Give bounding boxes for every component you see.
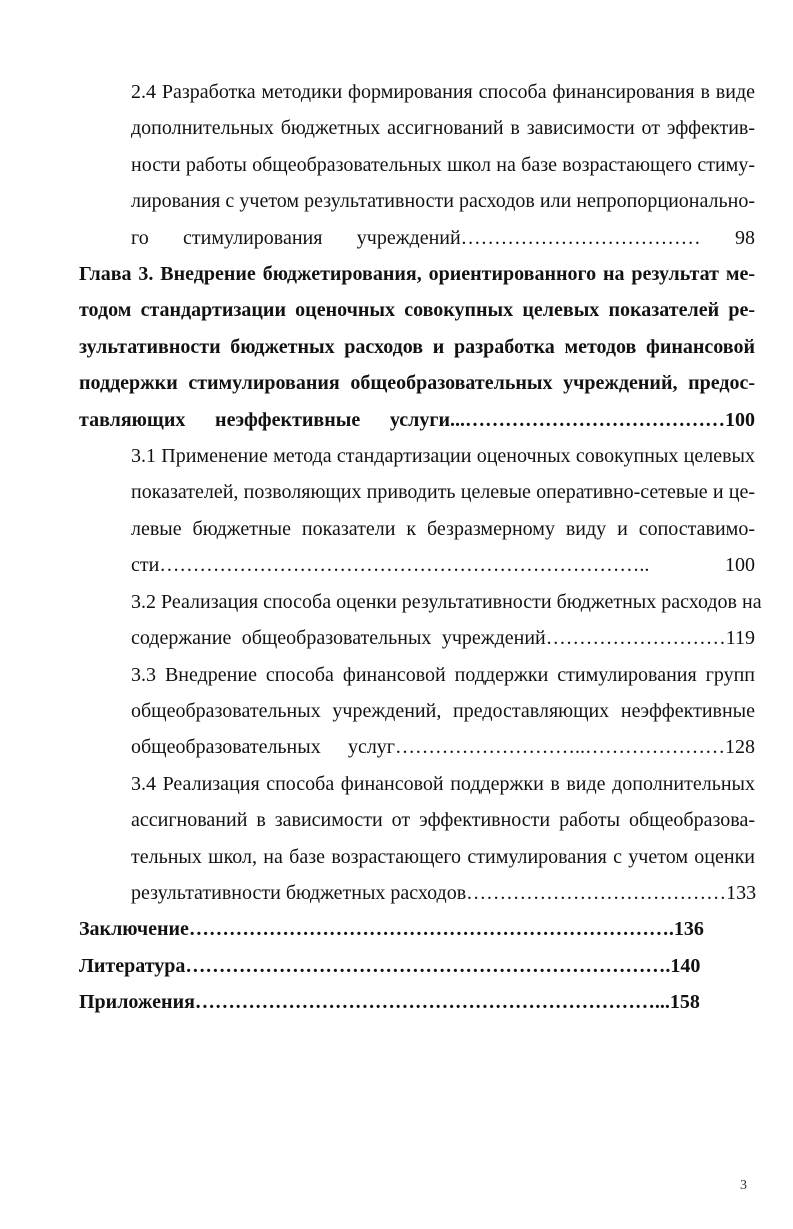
toc-entry-2-4[interactable] [131, 74, 755, 256]
toc-line: 3.1 Применение метода стандартизации оценочных совокупных целевых [131, 445, 755, 468]
toc-line: результативности бюджетных расходов…………………………………133 [131, 881, 757, 904]
toc-line: 2.4 Разработка методики формирования способа финансирования в виде [131, 81, 755, 103]
toc-line: зультативности бюджетных расходов и разработка методов финансовой [79, 335, 755, 358]
toc-entry-3-1[interactable] [131, 438, 755, 584]
toc-line: показателей, позволяющих приводить целевые оперативно-сетевые и це- [131, 481, 755, 504]
toc-line: лирования с учетом результативности расходов или непропорционально- [131, 190, 755, 213]
toc-entry-chapter-3[interactable] [79, 256, 755, 438]
toc-entry-literature[interactable] [79, 948, 755, 984]
toc-line: левые бюджетные показатели к безразмерному виду и сопоставимо- [131, 517, 755, 540]
toc-entry-conclusion[interactable] [79, 911, 755, 947]
toc-entry-3-2[interactable] [131, 584, 762, 657]
toc-line: 3.3 Внедрение способа финансовой поддержки стимулирования групп [131, 663, 755, 686]
toc-entry-appendices[interactable] [79, 984, 755, 1020]
toc-line: Заключение……………………………………………………………….136 [79, 918, 704, 941]
page-number: 3 [740, 1178, 747, 1193]
toc-entry-3-3[interactable] [131, 657, 755, 766]
toc-line: ности работы общеобразовательных школ на базе возрастающего стиму- [131, 153, 755, 176]
table-of-contents [79, 74, 762, 1021]
toc-line: го стимулирования учреждений……………………………… 98 [131, 226, 755, 249]
toc-line: общеобразовательных услуг………………………..…………………128 [131, 736, 755, 759]
toc-line: 3.4 Реализация способа финансовой поддержки в виде дополнительных [131, 772, 755, 795]
toc-line: тодом стандартизации оценочных совокупных целевых показателей ре- [79, 299, 755, 322]
toc-entry-3-4[interactable] [131, 766, 755, 912]
toc-line: Глава 3. Внедрение бюджетирования, ориентированного на результат ме- [79, 263, 755, 286]
toc-line: дополнительных бюджетных ассигнований в зависимости от эффектив- [131, 117, 755, 140]
toc-line: общеобразовательных учреждений, предоставляющих неэффективные [131, 699, 755, 722]
toc-line: тельных школ, на базе возрастающего стимулирования с учетом оценки [131, 845, 755, 868]
toc-line: 3.2 Реализация способа оценки результативности бюджетных расходов на [131, 590, 762, 613]
toc-line: Приложения……………………………………………………………...158 [79, 991, 700, 1014]
toc-line: тавляющих неэффективные услуги...…………………………………100 [79, 408, 755, 431]
toc-line: Литература……………………………………………………………….140 [79, 954, 701, 977]
toc-line: ассигнований в зависимости от эффективности работы общеобразова- [131, 809, 755, 832]
toc-line: содержание общеобразовательных учреждений………………………119 [131, 627, 755, 650]
toc-line: поддержки стимулирования общеобразовательных учреждений, предос- [79, 372, 755, 395]
toc-line: сти……………………………………………………………….. 100 [131, 554, 755, 577]
